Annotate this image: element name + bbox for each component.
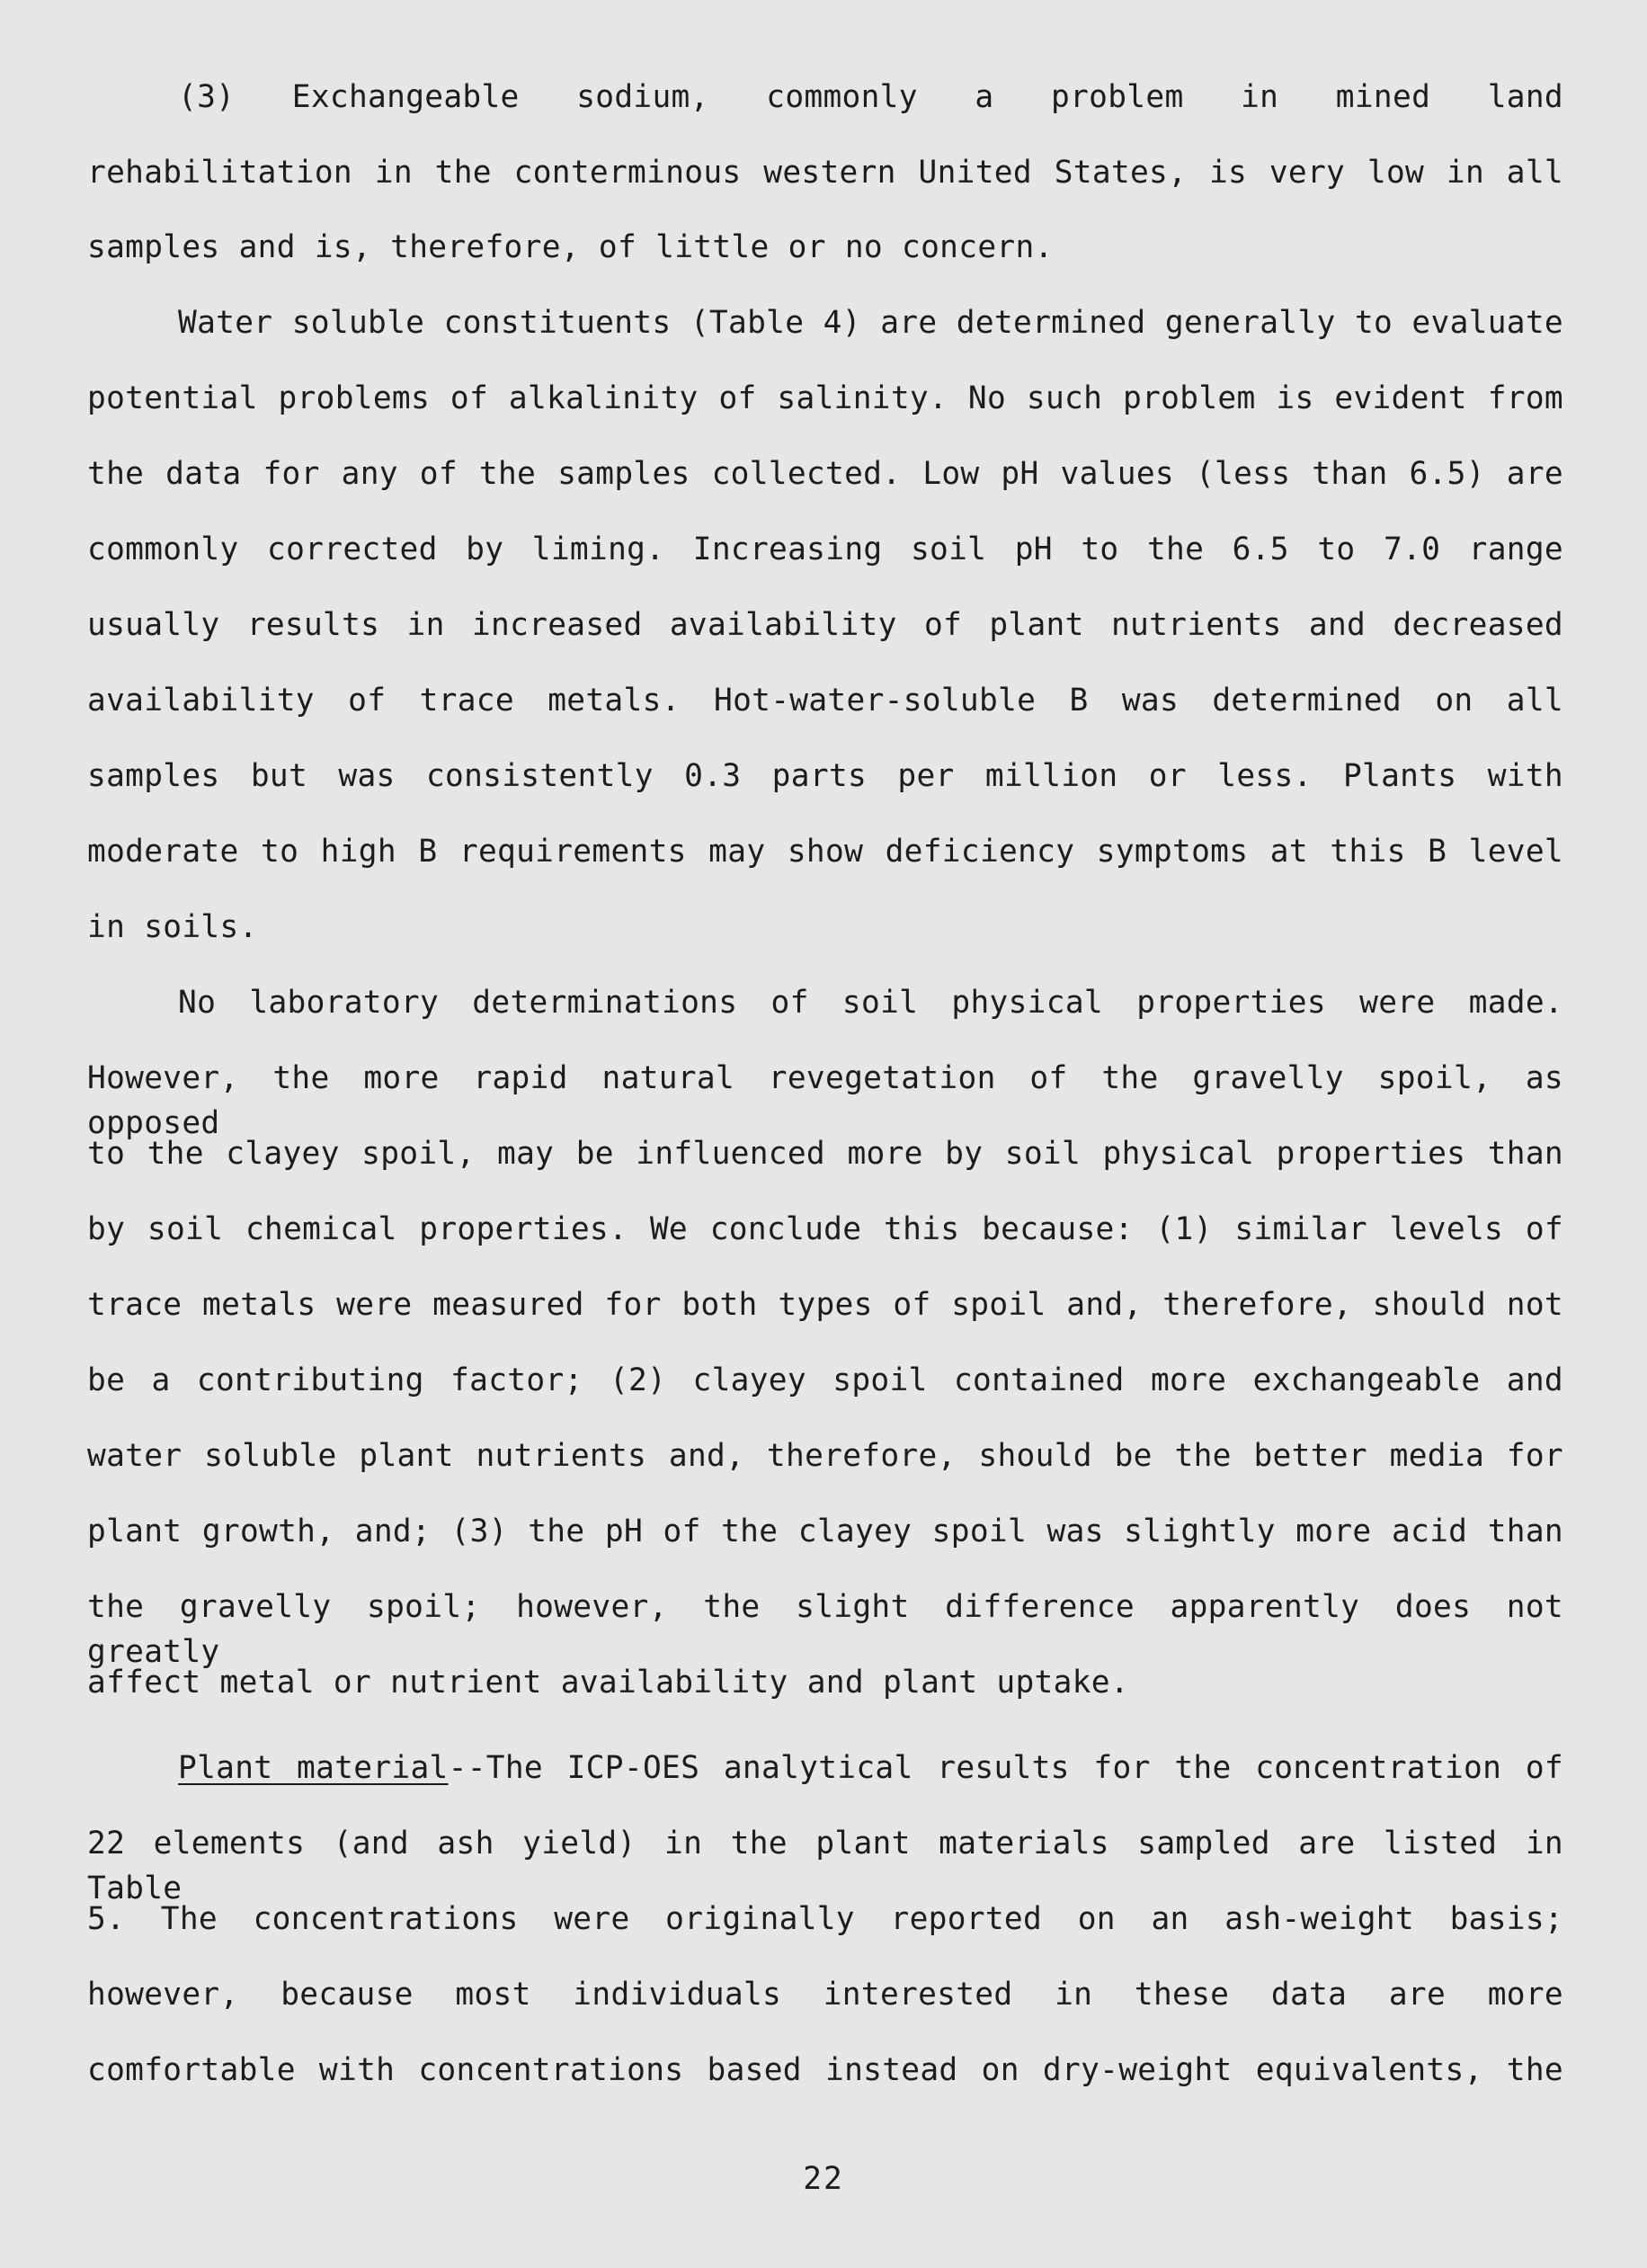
text-line: however, because most individuals interested in these data are more <box>87 1977 1563 2013</box>
text-line: trace metals were measured for both types of spoil and, therefore, should not <box>87 1287 1563 1323</box>
text-line: affect metal or nutrient availability and plant uptake. <box>87 1665 1129 1701</box>
text-line: samples and is, therefore, of little or no concern. <box>87 229 1054 265</box>
text-line: No laboratory determinations of soil physical properties were made. <box>178 985 1563 1021</box>
text-line: samples but was consistently 0.3 parts per million or less. Plants with <box>87 758 1563 794</box>
text-line: moderate to high B requirements may show deficiency symptoms at this B level <box>87 834 1563 870</box>
text-line: usually results in increased availability of plant nutrients and decreased <box>87 607 1563 643</box>
text-line: potential problems of alkalinity of salinity. No such problem is evident from <box>87 380 1563 416</box>
text-line: the data for any of the samples collected. Low pH values (less than 6.5) are <box>87 456 1563 492</box>
text-line: by soil chemical properties. We conclude this because: (1) similar levels of <box>87 1211 1563 1247</box>
text-line: (3) Exchangeable sodium, commonly a problem in mined land <box>178 79 1563 115</box>
text-line: rehabilitation in the conterminous western United States, is very low in all <box>87 155 1563 191</box>
plant-material-first-line <box>178 1746 1563 1790</box>
text-line: 22 elements (and ash yield) in the plant materials sampled are listed in Table <box>87 1826 1563 1906</box>
text-line: commonly corrected by liming. Increasing soil pH to the 6.5 to 7.0 range <box>87 531 1563 567</box>
section-heading-plant-material: Plant material <box>178 1750 449 1786</box>
text-line: Water soluble constituents (Table 4) are determined generally to evaluate <box>178 305 1563 341</box>
page-number: 22 <box>803 2161 844 2197</box>
text-line: 5. The concentrations were originally reported on an ash-weight basis; <box>87 1901 1563 1937</box>
text-line: However, the more rapid natural revegetation of the gravelly spoil, as opposed <box>87 1060 1563 1141</box>
text-line: water soluble plant nutrients and, therefore, should be the better media for <box>87 1438 1563 1474</box>
text-line: to the clayey spoil, may be influenced more by soil physical properties than <box>87 1136 1563 1172</box>
text-line: the gravelly spoil; however, the slight difference apparently does not greatly <box>87 1589 1563 1670</box>
text-line-rest: --The ICP-OES analytical results for the concentration of <box>448 1750 1563 1786</box>
text-line: availability of trace metals. Hot-water-soluble B was determined on all <box>87 683 1563 719</box>
text-line: be a contributing factor; (2) clayey spoil contained more exchangeable and <box>87 1362 1563 1398</box>
text-line: comfortable with concentrations based instead on dry-weight equivalents, the <box>87 2052 1563 2088</box>
text-line: plant growth, and; (3) the pH of the clayey spoil was slightly more acid than <box>87 1513 1563 1549</box>
text-line: in soils. <box>87 909 258 945</box>
